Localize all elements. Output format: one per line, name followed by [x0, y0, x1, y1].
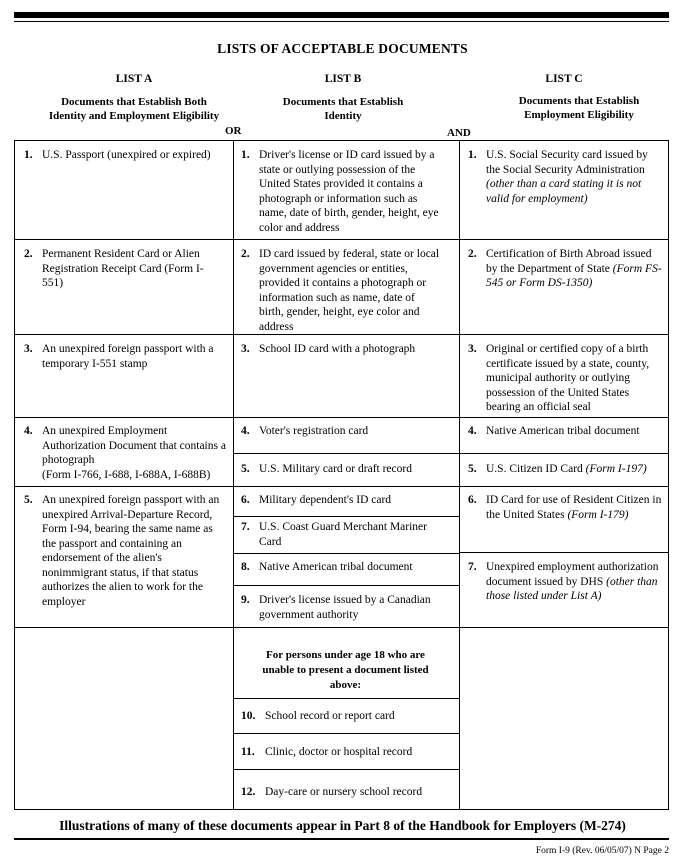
- item-text: ID Card for use of Resident Citizen in the United States: [486, 494, 662, 521]
- item-text: Voter's registration card: [259, 425, 369, 437]
- item-text: U.S. Social Security card issued by the Social Security Administration: [486, 149, 648, 176]
- page-title: LISTS OF ACCEPTABLE DOCUMENTS: [217, 41, 468, 56]
- item-number: 10.: [241, 710, 256, 722]
- row-rule-3: [14, 417, 669, 418]
- item-text: School record or report card: [265, 710, 395, 722]
- item-number: 9.: [241, 594, 250, 606]
- item-number: 5.: [241, 463, 250, 475]
- row-rule-c-6: [459, 552, 669, 553]
- item-text: Native American tribal document: [486, 425, 640, 437]
- list-a-label: LIST A: [115, 73, 153, 85]
- row-rule-b-7: [233, 553, 460, 554]
- item-note: (other than a card stating it is not valid for employment): [486, 178, 642, 205]
- item-number: 3.: [241, 343, 250, 355]
- item-text: U.S. Military card or draft record: [259, 463, 412, 475]
- item-text-block: [486, 462, 662, 477]
- item-number: 5.: [24, 494, 33, 506]
- item-text: Clinic, doctor or hospital record: [265, 746, 413, 758]
- table-bottom-border: [14, 809, 669, 810]
- item-text: ID card issued by federal, state or local government agencies or entities, provided it contains a photograph or information such as name, date of birth, gender, height, eye color and address: [259, 248, 440, 333]
- item-number: 1.: [241, 149, 250, 161]
- item-note: (Form I-197): [585, 463, 647, 475]
- item-number: 8.: [241, 561, 250, 573]
- row-rule-5: [14, 486, 669, 487]
- top-rule-thick: [14, 12, 669, 18]
- row-rule-bc-4: [233, 453, 669, 454]
- item-number: 2.: [468, 248, 477, 260]
- minor-heading: For persons under age 18 who are unable to present a document listed above:: [262, 649, 429, 691]
- item-text: An unexpired foreign passport with an unexpired Arrival-Departure Record, Form I-94, bearing the same name as the passport and containing an endorsement of the alien's nonimmigrant status, if that status authorizes the alien to work for the employer: [42, 494, 220, 608]
- item-number: 7.: [241, 521, 250, 533]
- column-divider-bc: [459, 140, 460, 810]
- item-text: Permanent Resident Card or Alien Registration Receipt Card (Form I-551): [42, 248, 204, 289]
- row-rule-minor-3: [233, 769, 460, 770]
- item-text-block: [486, 148, 662, 206]
- item-number: 4.: [241, 425, 250, 437]
- item-number: 2.: [241, 248, 250, 260]
- handbook-note: Illustrations of many of these documents appear in Part 8 of the Handbook for Employers (M-274): [59, 818, 626, 833]
- item-number: 1.: [468, 149, 477, 161]
- item-text: Driver's license issued by a Canadian government authority: [259, 594, 431, 621]
- or-conjunction: OR: [225, 125, 242, 137]
- item-number: 6.: [241, 494, 250, 506]
- item-text-block: [486, 493, 662, 522]
- item-text: U.S. Coast Guard Merchant Mariner Card: [259, 521, 427, 548]
- item-text: Military dependent's ID card: [259, 494, 392, 506]
- item-number: 2.: [24, 248, 33, 260]
- list-b-subtitle: Documents that Establish Identity: [282, 96, 404, 122]
- row-rule-minor-2: [233, 733, 460, 734]
- item-number: 3.: [24, 343, 33, 355]
- item-text: Original or certified copy of a birth certificate issued by a state, county, municipal authority or outlying possession of the United States bearing an official seal: [486, 343, 650, 413]
- item-number: 4.: [24, 425, 33, 437]
- item-text: An unexpired foreign passport with a temporary I-551 stamp: [42, 343, 214, 370]
- list-c-label: LIST C: [545, 73, 583, 85]
- column-divider-ab: [233, 140, 234, 810]
- item-text-block: [486, 560, 662, 604]
- item-note: (Form I-179): [567, 508, 629, 521]
- item-text: An unexpired Employment Authorization Document that contains a photograph: [42, 425, 226, 466]
- top-rule-thin: [14, 21, 669, 22]
- table-top-border: [14, 140, 669, 141]
- row-rule-1: [14, 239, 669, 240]
- item-number: 6.: [468, 494, 477, 506]
- item-text: Unexpired employment authorization document issued by DHS: [486, 561, 659, 588]
- row-rule-2: [14, 334, 669, 335]
- item-number: 7.: [468, 561, 477, 573]
- table-right-border: [668, 140, 669, 810]
- item-text: Day-care or nursery school record: [265, 786, 423, 798]
- row-rule-9: [14, 627, 669, 628]
- list-a-subtitle: Documents that Establish Both Identity and Employment Eligibility: [48, 96, 220, 122]
- bottom-rule: [14, 838, 669, 840]
- and-conjunction: AND: [447, 127, 471, 139]
- item-number: 5.: [468, 463, 477, 475]
- list-b-label: LIST B: [324, 73, 362, 85]
- item-text: U.S. Citizen ID Card: [486, 463, 583, 475]
- item-text: Certification of Birth Abroad issued by the Department of State: [486, 248, 652, 275]
- item-note: (other than those listed under List A): [486, 575, 658, 602]
- item-text: Native American tribal document: [259, 561, 413, 573]
- row-rule-b-8: [233, 585, 460, 586]
- item-form-numbers: (Form I-766, I-688, I-688A, I-688B): [42, 468, 211, 481]
- form-identifier: Form I-9 (Rev. 06/05/07) N Page 2: [535, 846, 669, 856]
- item-text-block: [42, 424, 228, 482]
- item-text: Driver's license or ID card issued by a state or outlying possession of the United States provided it contains a photograph or information such as name, date of birth, gender, height, eye color and address: [259, 149, 439, 234]
- row-rule-b-6: [233, 516, 460, 517]
- item-text: U.S. Passport (unexpired or expired): [42, 149, 211, 161]
- list-c-subtitle: Documents that Establish Employment Eligibility: [518, 95, 640, 121]
- item-number: 4.: [468, 425, 477, 437]
- item-text-block: [486, 247, 662, 291]
- row-rule-minor-1: [233, 698, 460, 699]
- item-note: (Form FS-545 or Form DS-1350): [486, 262, 662, 289]
- table-left-border: [14, 140, 15, 810]
- item-number: 1.: [24, 149, 33, 161]
- item-number: 11.: [241, 746, 255, 758]
- item-number: 3.: [468, 343, 477, 355]
- item-number: 12.: [241, 786, 256, 798]
- item-text: School ID card with a photograph: [259, 343, 416, 355]
